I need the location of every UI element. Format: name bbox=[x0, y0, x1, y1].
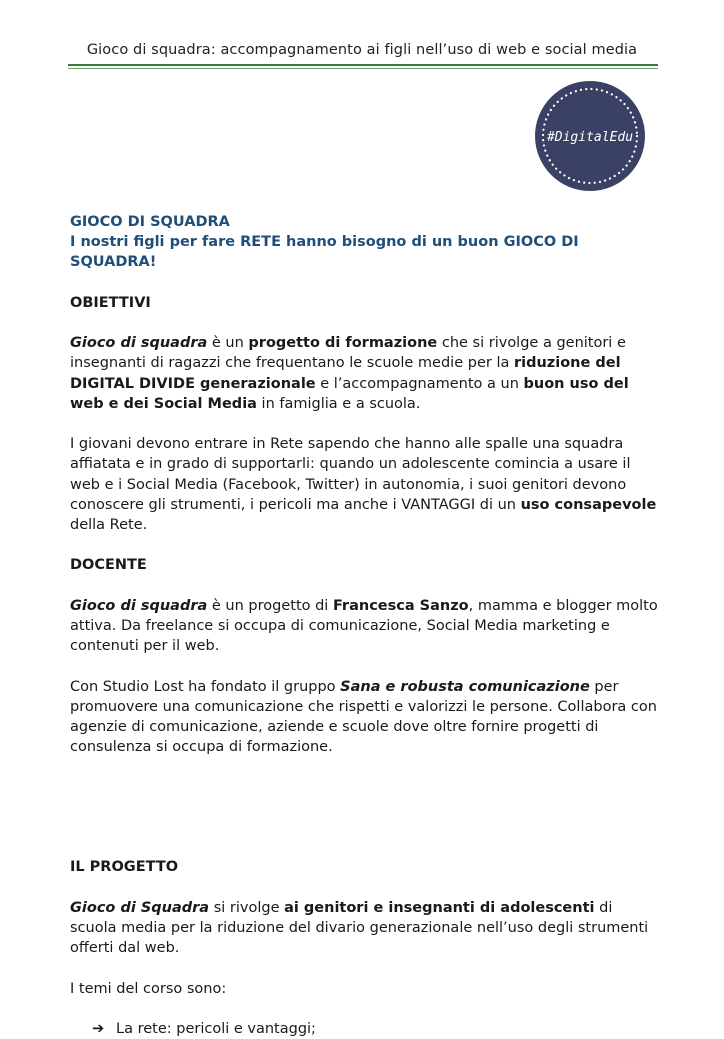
document-body bbox=[70, 212, 660, 1039]
paragraph-obiettivi-1: Gioco di squadra è un progetto di formazione che si rivolge a genitori e insegnanti di ragazzi che frequentano le scuole medie per la riduzione del DIGITAL DIVIDE generazionale e l’accompagnamento a un buon uso del web e dei Social Media in famiglia e a scuola. bbox=[70, 335, 629, 412]
paragraph-progetto-2: I temi del corso sono: bbox=[70, 980, 227, 997]
header-rule-thin bbox=[68, 68, 658, 69]
logo-text: #DigitalEdu bbox=[546, 130, 634, 145]
paragraph-docente-1: Gioco di squadra è un progetto di Francesca Sanzo, mamma e blogger molto attiva. Da freelance si occupa di comunicazione, Social Media marketing e contenuti per il web. bbox=[70, 597, 658, 655]
list-item: ➔ La rete: pericoli e vantaggi; bbox=[70, 1019, 660, 1039]
document-subtitle: I nostri figli per fare RETE hanno bisogno di un buon GIOCO DI SQUADRA! bbox=[70, 234, 579, 271]
section-heading-docente: DOCENTE bbox=[70, 557, 147, 574]
header-rule bbox=[68, 64, 658, 66]
section-heading-progetto: IL PROGETTO bbox=[70, 859, 179, 876]
page-header: Gioco di squadra: accompagnamento ai figli nell’uso di web e social media bbox=[86, 42, 638, 58]
right-arrow-icon: ➔ bbox=[92, 1020, 105, 1037]
section-heading-obiettivi: OBIETTIVI bbox=[70, 294, 151, 311]
paragraph-docente-2: Con Studio Lost ha fondato il gruppo Sana e robusta comunicazione per promuovere una comunicazione che rispetti e valorizzi le persone. Collabora con agenzie di comunicazione, aziende e scuole dove oltre fornire progetti di consulenza si occupa di formazione. bbox=[70, 678, 657, 756]
digitaledu-logo bbox=[534, 80, 646, 192]
paragraph-obiettivi-2: I giovani devono entrare in Rete sapendo che hanno alle spalle una squadra affiatata e in grado di supportarli: quando un adolescente comincia a usare il web e i Social Media (Facebook, Twitter) in autonomia, i suoi genitori devono conoscere gli strumenti, i pericoli ma anche i VANTAGGI di un uso consapevole della Rete. bbox=[70, 436, 657, 533]
paragraph-progetto-1: Gioco di Squadra si rivolge ai genitori e insegnanti di adolescenti di scuola media per la riduzione del divario generazionale nell’uso degli strumenti offerti dal web. bbox=[70, 899, 649, 957]
document-title: GIOCO DI SQUADRA bbox=[70, 214, 230, 230]
